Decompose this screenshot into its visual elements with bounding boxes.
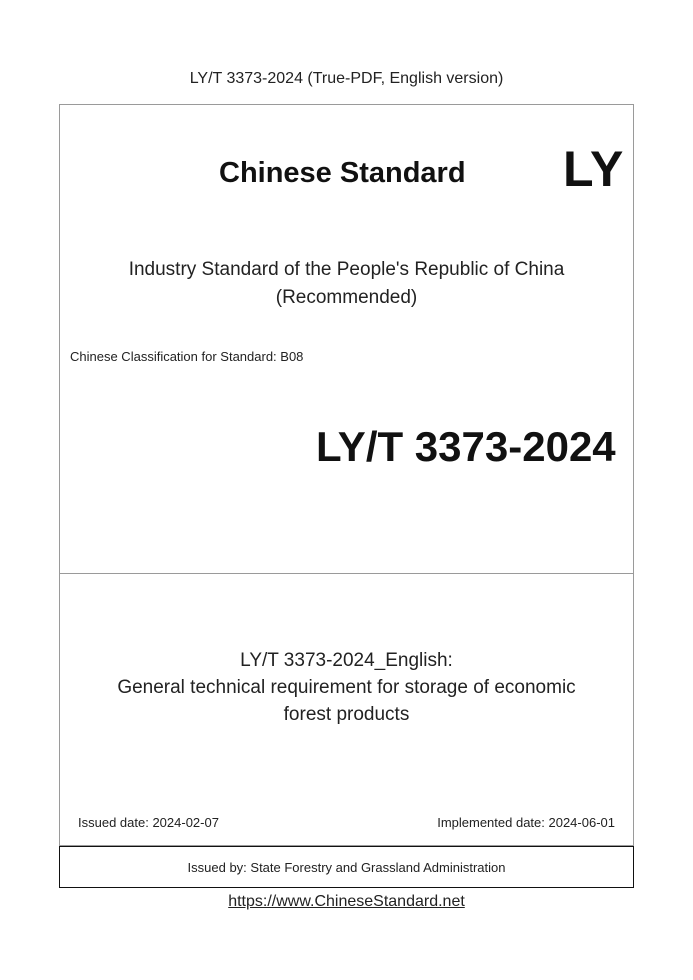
- implemented-date: Implemented date: 2024-06-01: [437, 815, 615, 830]
- issued-date: Issued date: 2024-02-07: [78, 815, 219, 830]
- website-link[interactable]: https://www.ChineseStandard.net: [228, 893, 465, 910]
- recommended-line: (Recommended): [275, 287, 418, 308]
- document-title-line1: LY/T 3373-2024_English:: [240, 650, 453, 671]
- standard-code-abbrev: LY: [563, 141, 625, 197]
- document-title-line3: forest products: [283, 704, 410, 725]
- document-title-line2: General technical requirement for storage of economic: [117, 677, 576, 698]
- classification-text: Chinese Classification for Standard: B08: [70, 349, 304, 364]
- industry-standard-line: Industry Standard of the People's Republic of China: [128, 259, 565, 280]
- standard-number: LY/T 3373-2024: [316, 423, 616, 470]
- page-header-title: LY/T 3373-2024 (True-PDF, English version): [189, 70, 504, 87]
- issuer-text: Issued by: State Forestry and Grassland Administration: [187, 859, 506, 875]
- standard-heading: Chinese Standard: [219, 157, 466, 189]
- issuer-box: [59, 846, 634, 888]
